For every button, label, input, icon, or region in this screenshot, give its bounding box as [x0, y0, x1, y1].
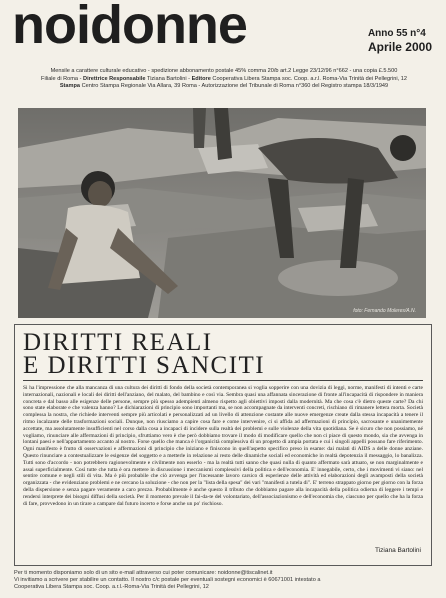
info-line-2: [10, 76, 438, 84]
article-signature: Tiziana Bartolini: [374, 547, 421, 554]
photo-illustration: [18, 108, 426, 318]
article-body: Si ha l'impressione che alla mancanza di una cultura dei diritti di fondo della società contemporanea si voglia sopperire con una dovizia di leggi, norme, manifesti di intenti e carte internazionali, nazionali e locali dei diritti dell'anziano, del malato, del bambino e così via. Sembra quasi una affannata sincerazione di fronte all'incapacità di rispondere in maniera concreta e dal basso alle esigenze delle persone, sempre più spesso adempienti almeno rispetto agli obiettivi imposti dalla modernità. Ma che cosa c'è dietro queste carte? Da chi sono state elaborate e che valenza hanno? Le dichiarazioni di principio sono importanti ma, se non accompagnate da interventi concreti, rischiano di rimanere lettera morta. Società complessa la nostra, che richiede interventi sempre più articolati e personalizzati ad un livello di attenzione costante alle nuove emergenze create dalla stessa incapacità a tenere il ritmo incalzante delle trasformazioni sociali. Dunque, non riusciamo a capire cosa fare e come intervenire, ci si affida ad affermazioni di principio, sacrosante e unanimemente accettate, ma assolutamente insufficienti nel corso dalla cosa a incapaci di incidere sulla realtà dei problemi e sulle violenze della vita quotidiana. Se è sicuro che non possiamo, né vogliamo, rinunciare alle affermazioni di principio, sfruttiamo vero è che però dobbiamo trovare il modo di modificare quello che non ci piace di questo mondo, sia che avvenga in lontani paesi e nell'appartamento accanto al nostro. Forse quello che manca è l'organicità complessiva di un progetto di ampia portata e cui i singoli appelli possano fare riferimento. Ogni manifesto è frutto di osservazioni e affermazioni di principio che iniziano e finiscono in quell'aspetto specifico preso in esame: dai malati di AIDS a delle donne anziane. Questo rinunciare a contestualizzare le esigenze del soggetto e a metterle in relazione ai resto delle dinamiche sociali ed economiche in realtà depotenzia il messaggio, lo banalizza. Tutti sono d'accordo - non potrebbero ragionevolmente e civilmente non esserlo - ma la realtà tutti sanno che quasi nulla di quanto affermato sarà attuato, se non marginalmente e assai superficialmente. Così tutte che tutta è ora mettere in discussione i meccanismi complessivi della politica e dell'economia. E' innegabile, certo, che i movimenti vi siano: nel sentire comune e negli stili di vita. Ma è più probabile che ciò avvenga per l'incessante lavoro carsico di esperienze delle attività ed elaborazioni degli avamposti della società organizzata - che evidenziano problemi e ne cercano la soluzione - che non per la "lista della spesa" dei vari "manifesti a tutela di". E' terreno strappato giorno per giorno con la forza della dispersione e senza pagare veramente a caro prezzo. Probabilmente è anche questo il tributo che dobbiamo pagare alla incapacità della politica odierna di leggere i tempi e rendersi interprete dei bisogni diffusi della società. Per il momento prevale il fai-da-te del volontariato, dell'associazionismo e dell'economia che, ciascuno per quello che ha la forza di fare, provvedono in un tirare a campare dal futuro incerto e forse anche un po' rischioso.: [23, 385, 423, 507]
article-headline: [23, 331, 423, 377]
issue-date: Aprile 2000: [367, 40, 432, 54]
headline-divider: [23, 380, 423, 381]
headline-line-2: E DIRITTI SANCITI: [23, 352, 266, 379]
footer-line-1: Per ti momento disponiamo solo di un sito e-mail attraverso cui poter comunicare: noidonne@tiscalinet.it: [14, 570, 273, 576]
issue-number: Anno 55 n°4: [367, 28, 426, 39]
info-prefix: Filiale di Roma -: [41, 75, 82, 82]
cover-photo: [18, 108, 426, 318]
print-text: Centro Stampa Regionale Via Allara, 39 Roma - Autorizzazione del Tribunale di Roma n°360 del Registro stampa 18/3/1949: [81, 83, 389, 90]
info-line-3: [10, 83, 438, 91]
publisher-label: Editore: [191, 75, 211, 82]
issue-info: [368, 28, 432, 54]
print-label: Stampa: [59, 83, 81, 90]
footer-line-3: Cooperativa Libera Stampa soc. Coop. a.r.l.-Roma-Via Trinità dei Pellegrini, 12: [14, 584, 209, 590]
footer-line-2: Vi invitiamo a scrivere per stabilire un contatto. Il nostro c/c postale per eventuali sostegni economici è 60671001 intestato a: [14, 577, 321, 583]
masthead: [12, 0, 438, 62]
magazine-logo: noidonne: [12, 0, 247, 55]
editorial-article: [14, 324, 432, 566]
headline-line-1: DIRITTI REALI: [23, 329, 213, 356]
publication-info: [10, 68, 438, 91]
photo-credit: foto: Fernando Moleres/A.N.: [353, 308, 416, 314]
footer-note: [14, 570, 432, 591]
info-line-1: Mensile a carattere culturale educativo - spedizione abbonamento postale 45% comma 20/b art.2 Legge 23/12/96 n°662 - una copia £.5.500: [50, 68, 398, 74]
director-name: Tiziana Bartolini -: [146, 75, 190, 82]
publisher-text: Cooperativa Libera Stampa soc. Coop. a.r.l. Roma-Via Trinità dei Pellegrini, 12: [212, 75, 407, 82]
director-label: Direttrice Responsabile: [83, 75, 146, 82]
